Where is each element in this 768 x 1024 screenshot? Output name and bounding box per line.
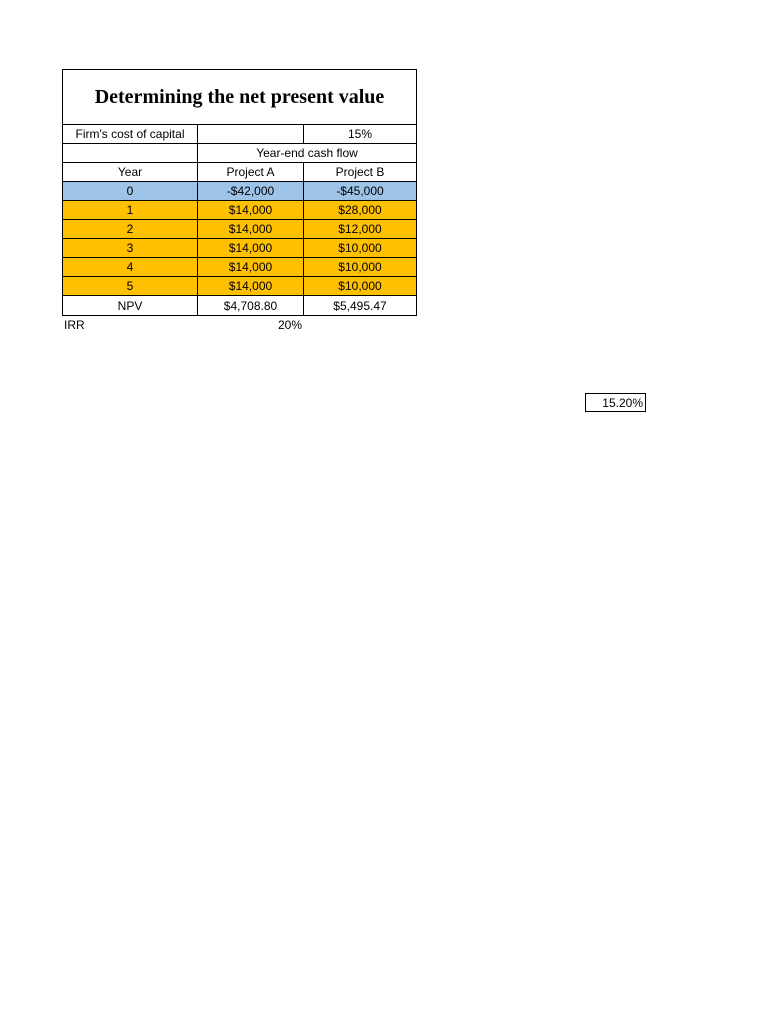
project-b-cell[interactable]: $10,000 <box>338 260 382 274</box>
project-a-cell[interactable]: $14,000 <box>198 239 304 257</box>
table-row <box>63 201 416 220</box>
empty-cell[interactable] <box>63 144 198 162</box>
project-a-cell[interactable]: -$42,000 <box>198 182 304 200</box>
column-header-row <box>63 163 416 182</box>
cash-flow-header[interactable]: Year-end cash flow <box>256 146 358 160</box>
npv-table <box>62 69 417 316</box>
table-title: Determining the net present value <box>63 70 416 125</box>
selected-cell[interactable]: 15.20% <box>585 393 646 412</box>
cost-of-capital-value[interactable]: 15% <box>347 127 373 141</box>
project-a-cell[interactable]: $14,000 <box>198 220 304 238</box>
year-cell[interactable]: 4 <box>63 258 198 276</box>
project-b-cell[interactable]: $10,000 <box>338 241 382 255</box>
year-cell[interactable]: 1 <box>63 201 198 219</box>
table-row <box>63 239 416 258</box>
year-cell[interactable]: 0 <box>63 182 198 200</box>
project-a-cell[interactable]: $14,000 <box>198 277 304 295</box>
table-row <box>63 182 416 201</box>
table-row <box>63 258 416 277</box>
npv-project-a[interactable]: $4,708.80 <box>198 296 304 315</box>
year-cell[interactable]: 2 <box>63 220 198 238</box>
empty-cell[interactable] <box>198 125 304 143</box>
project-b-cell[interactable]: $12,000 <box>338 222 382 236</box>
year-header[interactable]: Year <box>63 163 198 181</box>
project-b-cell[interactable]: $28,000 <box>338 203 382 217</box>
table-row <box>63 220 416 239</box>
cash-flow-header-row <box>63 144 416 163</box>
project-a-header[interactable]: Project A <box>198 163 304 181</box>
npv-label[interactable]: NPV <box>63 296 198 315</box>
cost-of-capital-row <box>63 125 416 144</box>
year-cell[interactable]: 5 <box>63 277 198 295</box>
project-b-header[interactable]: Project B <box>335 165 385 179</box>
npv-project-b[interactable]: $5,495.47 <box>333 298 387 313</box>
table-row <box>63 277 416 296</box>
irr-label[interactable]: IRR <box>64 318 85 332</box>
project-a-cell[interactable]: $14,000 <box>198 201 304 219</box>
project-a-cell[interactable]: $14,000 <box>198 258 304 276</box>
npv-row <box>63 296 416 315</box>
project-b-cell[interactable]: $10,000 <box>338 279 382 293</box>
project-b-cell[interactable]: -$45,000 <box>336 184 384 198</box>
cost-of-capital-label[interactable]: Firm's cost of capital <box>63 125 198 143</box>
irr-value[interactable]: 20% <box>277 318 302 332</box>
year-cell[interactable]: 3 <box>63 239 198 257</box>
